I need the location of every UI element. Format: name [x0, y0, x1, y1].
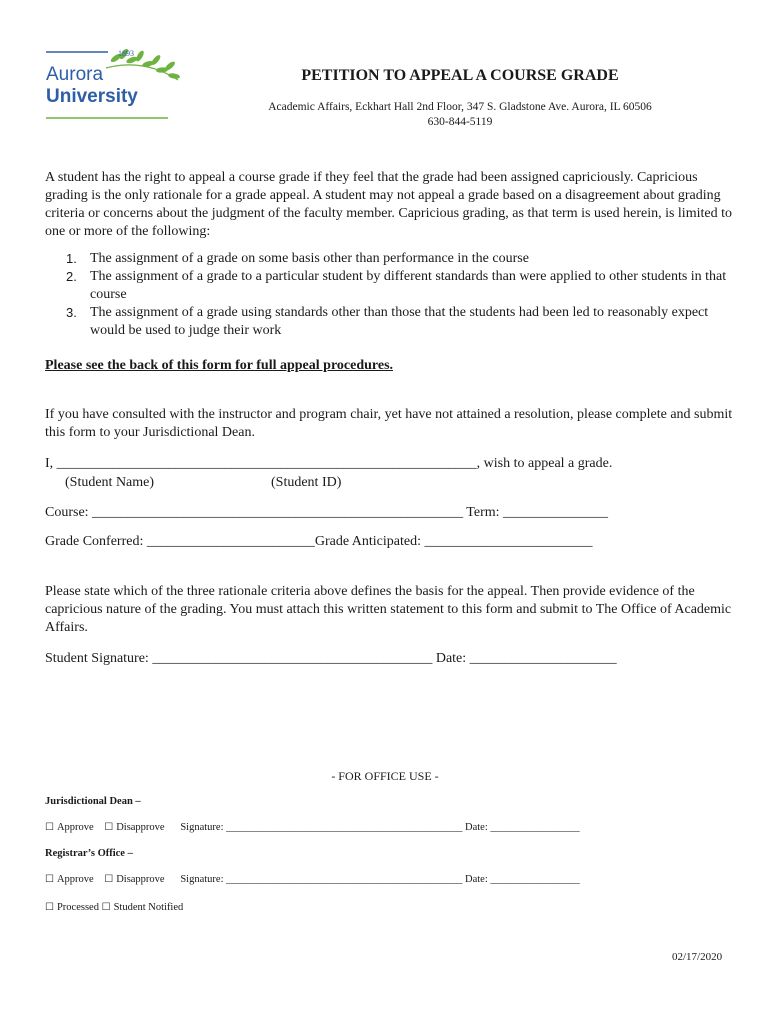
dean-date-field[interactable]: _________________	[490, 822, 580, 833]
i-prefix: I,	[45, 456, 57, 471]
logo-university: University	[46, 86, 138, 107]
dean-signature-field[interactable]: _____________________________________________	[226, 822, 463, 833]
date-label: Date:	[462, 822, 491, 833]
registrar-decision-row	[45, 874, 580, 885]
student-signature-field[interactable]: ________________________________________	[152, 651, 433, 666]
student-signature-line	[45, 651, 617, 667]
office-address: Academic Affairs, Eckhart Hall 2nd Floor, 347 S. Gladstone Ave. Aurora, IL 60506	[268, 101, 652, 113]
registrar-approve-checkbox[interactable]: ☐	[45, 874, 54, 885]
registrar-signature-field[interactable]: _____________________________________________	[226, 874, 463, 885]
registrar-heading: Registrar’s Office –	[45, 848, 133, 859]
course-field[interactable]: _____________________________________________________	[92, 505, 464, 520]
processing-row	[45, 902, 183, 913]
processed-checkbox[interactable]: ☐	[45, 902, 54, 913]
criteria-number: 2.	[66, 269, 77, 284]
student-notified-label: Student Notified	[113, 902, 184, 913]
criteria-number: 1.	[66, 251, 77, 266]
criteria-number: 3.	[66, 305, 77, 320]
intro-paragraph: A student has the right to appeal a course grade if they feel that the grade had been assigned capriciously. Capricious grading is the only rationale for a grade appeal. A student may not appeal a grade based on a disagreement about grading criteria or concerns about the judgment of the faculty member. Capricious grading, as that term is used herein, is limited to one or more of the following:	[45, 170, 732, 239]
student-name-label: (Student Name)	[65, 475, 155, 490]
date-label: Date:	[462, 874, 491, 885]
student-signature-label: Student Signature:	[45, 651, 153, 666]
logo-year: 1893	[118, 49, 134, 58]
term-label: Term:	[463, 505, 504, 520]
statement-paragraph: Please state which of the three rationale criteria above defines the basis for the appeal. Then provide evidence of the capricious nature of the grading. You must attach this written statement to this form and submit to The Office of Academic Affairs.	[45, 584, 732, 635]
criteria-text: The assignment of a grade using standards other than those that the students had been led to reasonably expect would be used to judge their work	[90, 305, 709, 338]
criteria-item	[45, 268, 735, 304]
student-notified-checkbox[interactable]: ☐	[101, 902, 111, 913]
dean-disapprove-checkbox[interactable]: ☐	[104, 822, 114, 833]
student-name-field[interactable]: ____________________________________________________________	[56, 456, 477, 471]
criteria-item	[45, 304, 735, 340]
i-suffix: , wish to appeal a grade.	[476, 456, 613, 471]
aurora-university-logo	[44, 46, 184, 122]
grade-anticipated-label: Grade Anticipated:	[314, 534, 425, 549]
student-id-label: (Student ID)	[271, 475, 342, 490]
criteria-text: The assignment of a grade on some basis other than performance in the course	[90, 251, 529, 266]
disapprove-label: Disapprove	[116, 822, 165, 833]
form-revision-date: 02/17/2020	[672, 951, 723, 963]
dean-heading: Jurisdictional Dean –	[45, 796, 141, 807]
criteria-list	[45, 250, 735, 340]
grade-anticipated-field[interactable]: ________________________	[424, 534, 593, 549]
course-term-line	[45, 505, 608, 521]
course-label: Course:	[45, 505, 93, 520]
criteria-text: The assignment of a grade to a particular student by different standards than were applied to other students in that course	[90, 269, 727, 302]
criteria-item	[45, 250, 735, 268]
consult-paragraph: If you have consulted with the instructor and program chair, yet have not attained a resolution, please complete and submit this form to your Jurisdictional Dean.	[45, 407, 733, 440]
form-title: PETITION TO APPEAL A COURSE GRADE	[301, 67, 619, 84]
processed-label: Processed	[56, 902, 99, 913]
student-name-line	[45, 456, 612, 472]
grade-conferred-field[interactable]: ________________________	[146, 534, 315, 549]
signature-label: Signature:	[180, 874, 227, 885]
date-label: Date:	[432, 651, 470, 666]
approve-label: Approve	[56, 874, 94, 885]
see-back-notice: Please see the back of this form for full appeal procedures.	[45, 358, 394, 373]
date-field[interactable]: _____________________	[469, 651, 617, 666]
term-field[interactable]: _______________	[503, 505, 609, 520]
office-use-heading: - FOR OFFICE USE -	[331, 769, 439, 783]
office-phone: 630-844-5119	[427, 116, 493, 128]
grade-line	[45, 534, 592, 550]
dean-approve-checkbox[interactable]: ☐	[45, 822, 54, 833]
dean-decision-row	[45, 822, 580, 833]
grade-conferred-label: Grade Conferred:	[45, 534, 147, 549]
signature-label: Signature:	[180, 822, 227, 833]
registrar-date-field[interactable]: _________________	[490, 874, 580, 885]
logo-aurora: Aurora	[46, 64, 104, 85]
approve-label: Approve	[56, 822, 94, 833]
disapprove-label: Disapprove	[116, 874, 165, 885]
registrar-disapprove-checkbox[interactable]: ☐	[104, 874, 114, 885]
